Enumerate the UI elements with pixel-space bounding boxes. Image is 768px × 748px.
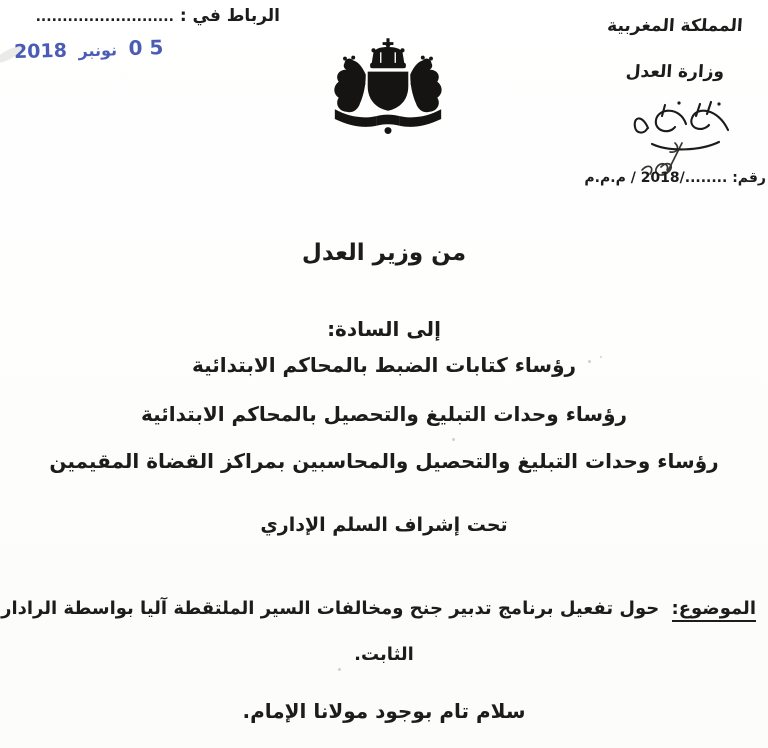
- ministry-title: وزارة العدل: [625, 62, 725, 82]
- place-date-line: [24, 6, 280, 26]
- ministry-header: [586, 16, 764, 82]
- recipient-line: رؤساء وحدات التبليغ والتحصيل والمحاسبين بمراكز القضاة المقيمين: [49, 449, 719, 473]
- subject-label: الموضوع:: [672, 598, 756, 622]
- stamp-month: نونبر: [78, 40, 118, 61]
- scan-speck: [600, 356, 602, 358]
- recipient-line: رؤساء كتابات الضبط بالمحاكم الابتدائية: [191, 353, 577, 377]
- coat-of-arms-icon: [330, 36, 446, 146]
- subject-line: [1, 598, 756, 619]
- place-label: الرباط في :: [179, 6, 280, 26]
- to-gentlemen-line: إلى السادة:: [327, 317, 441, 341]
- scan-speck: [338, 668, 341, 671]
- scan-speck: [588, 360, 591, 363]
- subject-text-continued: الثابت.: [354, 644, 414, 665]
- date-dotted-line: ..........................: [35, 9, 174, 25]
- stamp-day: 0 5: [128, 35, 164, 61]
- recipient-line: رؤساء وحدات التبليغ والتحصيل بالمحاكم الابتدائية: [140, 402, 628, 426]
- supervision-line: تحت إشراف السلم الإداري: [260, 514, 508, 536]
- greeting-line: سلام تام بوجود مولانا الإمام.: [242, 699, 526, 723]
- stamp-year: 2018: [13, 39, 68, 64]
- scan-speck: [452, 438, 455, 441]
- kingdom-title: المملكة المغربية: [606, 16, 744, 36]
- from-minister-heading: من وزير العدل: [301, 240, 467, 266]
- date-stamp: [14, 35, 172, 63]
- handwritten-number-scribble: [630, 140, 710, 196]
- reference-number: رقم: ......../2018 / م.م.م: [584, 170, 766, 186]
- subject-text: حول تفعيل برنامج تدبير جنح ومخالفات السير الملتقطة آليا بواسطة الرادار: [1, 598, 660, 619]
